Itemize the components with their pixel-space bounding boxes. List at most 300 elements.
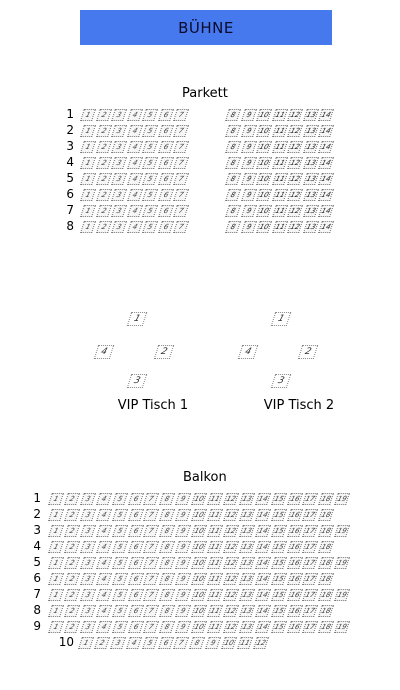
balkon-seat[interactable]: 6 [128, 541, 144, 553]
parkett-seat[interactable]: 6 [158, 109, 174, 121]
parkett-seat[interactable]: 2 [96, 205, 112, 217]
parkett-seat[interactable]: 1 [80, 125, 96, 137]
balkon-seat[interactable]: 15 [271, 589, 287, 601]
balkon-seat[interactable]: 9 [175, 557, 191, 569]
parkett-seat[interactable]: 6 [158, 189, 174, 201]
balkon-seat[interactable]: 13 [239, 525, 255, 537]
balkon-seat[interactable]: 4 [126, 637, 142, 649]
parkett-seat[interactable]: 14 [318, 141, 334, 153]
balkon-seat[interactable]: 8 [159, 589, 175, 601]
balkon-seat[interactable]: 10 [191, 557, 207, 569]
balkon-seat[interactable]: 9 [175, 589, 191, 601]
balkon-seat[interactable]: 16 [287, 605, 303, 617]
balkon-seat[interactable]: 14 [255, 621, 271, 633]
balkon-seat[interactable]: 5 [112, 541, 128, 553]
balkon-seat[interactable]: 15 [271, 621, 287, 633]
balkon-seat[interactable]: 7 [143, 573, 159, 585]
balkon-seat[interactable]: 6 [128, 493, 144, 505]
parkett-seat[interactable]: 9 [241, 189, 257, 201]
balkon-seat[interactable]: 18 [318, 493, 334, 505]
balkon-seat[interactable]: 17 [302, 525, 318, 537]
balkon-seat[interactable]: 18 [318, 541, 334, 553]
balkon-seat[interactable]: 8 [159, 621, 175, 633]
balkon-seat[interactable]: 5 [112, 573, 128, 585]
parkett-seat[interactable]: 10 [256, 157, 272, 169]
balkon-seat[interactable]: 4 [96, 573, 112, 585]
parkett-seat[interactable]: 4 [127, 189, 143, 201]
balkon-seat[interactable]: 9 [175, 605, 191, 617]
parkett-seat[interactable]: 9 [241, 125, 257, 137]
parkett-seat[interactable]: 10 [256, 205, 272, 217]
balkon-seat[interactable]: 17 [302, 557, 318, 569]
parkett-seat[interactable]: 12 [287, 205, 303, 217]
balkon-seat[interactable]: 14 [255, 589, 271, 601]
balkon-seat[interactable]: 5 [112, 525, 128, 537]
balkon-seat[interactable]: 16 [287, 621, 303, 633]
balkon-seat[interactable]: 2 [64, 621, 80, 633]
balkon-seat[interactable]: 7 [143, 493, 159, 505]
parkett-seat[interactable]: 4 [127, 205, 143, 217]
balkon-seat[interactable]: 8 [159, 557, 175, 569]
parkett-seat[interactable]: 9 [241, 205, 257, 217]
parkett-seat[interactable]: 2 [96, 189, 112, 201]
parkett-seat[interactable]: 4 [127, 221, 143, 233]
balkon-seat[interactable]: 17 [302, 605, 318, 617]
parkett-seat[interactable]: 12 [287, 141, 303, 153]
parkett-seat[interactable]: 3 [111, 141, 127, 153]
balkon-seat[interactable]: 16 [287, 557, 303, 569]
balkon-seat[interactable]: 2 [64, 589, 80, 601]
parkett-seat[interactable]: 2 [96, 157, 112, 169]
parkett-seat[interactable]: 11 [272, 157, 288, 169]
balkon-seat[interactable]: 1 [48, 573, 64, 585]
parkett-seat[interactable]: 6 [158, 173, 174, 185]
balkon-seat[interactable]: 10 [191, 573, 207, 585]
parkett-seat[interactable]: 8 [225, 109, 241, 121]
balkon-seat[interactable]: 6 [128, 589, 144, 601]
parkett-seat[interactable]: 13 [303, 205, 319, 217]
parkett-seat[interactable]: 3 [111, 157, 127, 169]
parkett-seat[interactable]: 3 [111, 189, 127, 201]
vip-seat[interactable]: 1 [271, 312, 292, 326]
parkett-seat[interactable]: 14 [318, 221, 334, 233]
balkon-seat[interactable]: 8 [189, 637, 205, 649]
parkett-seat[interactable]: 6 [158, 205, 174, 217]
parkett-seat[interactable]: 1 [80, 141, 96, 153]
balkon-seat[interactable]: 15 [271, 493, 287, 505]
parkett-seat[interactable]: 2 [96, 125, 112, 137]
parkett-seat[interactable]: 4 [127, 173, 143, 185]
balkon-seat[interactable]: 16 [287, 509, 303, 521]
balkon-seat[interactable]: 10 [191, 541, 207, 553]
balkon-seat[interactable]: 3 [110, 637, 126, 649]
parkett-seat[interactable]: 12 [287, 173, 303, 185]
parkett-seat[interactable]: 7 [173, 109, 189, 121]
balkon-seat[interactable]: 15 [271, 509, 287, 521]
parkett-seat[interactable]: 10 [256, 125, 272, 137]
parkett-seat[interactable]: 11 [272, 173, 288, 185]
parkett-seat[interactable]: 8 [225, 189, 241, 201]
parkett-seat[interactable]: 6 [158, 125, 174, 137]
balkon-seat[interactable]: 2 [64, 573, 80, 585]
balkon-seat[interactable]: 3 [80, 493, 96, 505]
parkett-seat[interactable]: 5 [142, 157, 158, 169]
balkon-seat[interactable]: 17 [302, 589, 318, 601]
parkett-seat[interactable]: 4 [127, 141, 143, 153]
parkett-seat[interactable]: 5 [142, 205, 158, 217]
balkon-seat[interactable]: 17 [302, 621, 318, 633]
balkon-seat[interactable]: 16 [287, 493, 303, 505]
balkon-seat[interactable]: 16 [287, 525, 303, 537]
balkon-seat[interactable]: 10 [191, 605, 207, 617]
balkon-seat[interactable]: 6 [128, 605, 144, 617]
balkon-seat[interactable]: 6 [158, 637, 174, 649]
balkon-seat[interactable]: 14 [255, 557, 271, 569]
parkett-seat[interactable]: 4 [127, 157, 143, 169]
balkon-seat[interactable]: 9 [175, 573, 191, 585]
balkon-seat[interactable]: 13 [239, 605, 255, 617]
balkon-seat[interactable]: 13 [239, 493, 255, 505]
balkon-seat[interactable]: 3 [80, 605, 96, 617]
balkon-seat[interactable]: 14 [255, 605, 271, 617]
parkett-seat[interactable]: 1 [80, 173, 96, 185]
balkon-seat[interactable]: 12 [223, 493, 239, 505]
balkon-seat[interactable]: 13 [239, 573, 255, 585]
balkon-seat[interactable]: 7 [143, 525, 159, 537]
balkon-seat[interactable]: 4 [96, 541, 112, 553]
parkett-seat[interactable]: 6 [158, 221, 174, 233]
balkon-seat[interactable]: 11 [237, 637, 253, 649]
balkon-seat[interactable]: 5 [112, 621, 128, 633]
balkon-seat[interactable]: 1 [78, 637, 94, 649]
balkon-seat[interactable]: 1 [48, 557, 64, 569]
balkon-seat[interactable]: 18 [318, 557, 334, 569]
balkon-seat[interactable]: 18 [318, 573, 334, 585]
balkon-seat[interactable]: 2 [64, 605, 80, 617]
balkon-seat[interactable]: 15 [271, 525, 287, 537]
parkett-seat[interactable]: 12 [287, 157, 303, 169]
balkon-seat[interactable]: 17 [302, 493, 318, 505]
balkon-seat[interactable]: 1 [48, 493, 64, 505]
parkett-seat[interactable]: 3 [111, 173, 127, 185]
parkett-seat[interactable]: 14 [318, 189, 334, 201]
balkon-seat[interactable]: 2 [64, 509, 80, 521]
parkett-seat[interactable]: 1 [80, 205, 96, 217]
parkett-seat[interactable]: 11 [272, 141, 288, 153]
balkon-seat[interactable]: 4 [96, 525, 112, 537]
balkon-seat[interactable]: 18 [318, 525, 334, 537]
parkett-seat[interactable]: 3 [111, 125, 127, 137]
parkett-seat[interactable]: 3 [111, 109, 127, 121]
balkon-seat[interactable]: 19 [334, 621, 350, 633]
balkon-seat[interactable]: 12 [223, 541, 239, 553]
parkett-seat[interactable]: 10 [256, 189, 272, 201]
balkon-seat[interactable]: 11 [207, 557, 223, 569]
balkon-seat[interactable]: 10 [191, 525, 207, 537]
balkon-seat[interactable]: 19 [334, 589, 350, 601]
balkon-seat[interactable]: 7 [143, 509, 159, 521]
balkon-seat[interactable]: 11 [207, 621, 223, 633]
balkon-seat[interactable]: 4 [96, 509, 112, 521]
parkett-seat[interactable]: 2 [96, 173, 112, 185]
balkon-seat[interactable]: 11 [207, 525, 223, 537]
balkon-seat[interactable]: 15 [271, 573, 287, 585]
parkett-seat[interactable]: 9 [241, 173, 257, 185]
balkon-seat[interactable]: 9 [175, 541, 191, 553]
balkon-seat[interactable]: 8 [159, 573, 175, 585]
balkon-seat[interactable]: 12 [223, 589, 239, 601]
vip-seat[interactable]: 2 [298, 345, 319, 359]
balkon-seat[interactable]: 6 [128, 525, 144, 537]
balkon-seat[interactable]: 9 [205, 637, 221, 649]
balkon-seat[interactable]: 10 [221, 637, 237, 649]
balkon-seat[interactable]: 4 [96, 557, 112, 569]
balkon-seat[interactable]: 14 [255, 509, 271, 521]
parkett-seat[interactable]: 3 [111, 205, 127, 217]
parkett-seat[interactable]: 7 [173, 221, 189, 233]
parkett-seat[interactable]: 11 [272, 125, 288, 137]
balkon-seat[interactable]: 9 [175, 493, 191, 505]
balkon-seat[interactable]: 12 [223, 557, 239, 569]
parkett-seat[interactable]: 11 [272, 189, 288, 201]
balkon-seat[interactable]: 13 [239, 541, 255, 553]
parkett-seat[interactable]: 14 [318, 205, 334, 217]
parkett-seat[interactable]: 7 [173, 125, 189, 137]
balkon-seat[interactable]: 7 [143, 541, 159, 553]
balkon-seat[interactable]: 7 [143, 557, 159, 569]
balkon-seat[interactable]: 19 [334, 557, 350, 569]
parkett-seat[interactable]: 13 [303, 141, 319, 153]
parkett-seat[interactable]: 14 [318, 173, 334, 185]
parkett-seat[interactable]: 8 [225, 205, 241, 217]
parkett-row-label: 4 [66, 155, 74, 169]
parkett-seat[interactable]: 14 [318, 157, 334, 169]
balkon-seat[interactable]: 3 [80, 621, 96, 633]
parkett-seat[interactable]: 1 [80, 109, 96, 121]
parkett-seat[interactable]: 5 [142, 125, 158, 137]
parkett-seat[interactable]: 9 [241, 141, 257, 153]
balkon-seat[interactable]: 15 [271, 557, 287, 569]
parkett-seat[interactable]: 13 [303, 125, 319, 137]
balkon-seat[interactable]: 9 [175, 509, 191, 521]
vip-seat[interactable]: 4 [238, 345, 259, 359]
parkett-seat[interactable]: 7 [173, 173, 189, 185]
balkon-seat[interactable]: 1 [48, 525, 64, 537]
balkon-seat[interactable]: 6 [128, 573, 144, 585]
parkett-seat[interactable]: 10 [256, 173, 272, 185]
parkett-seat[interactable]: 13 [303, 189, 319, 201]
balkon-seat[interactable]: 7 [143, 605, 159, 617]
balkon-seat[interactable]: 13 [239, 557, 255, 569]
balkon-seat[interactable]: 8 [159, 605, 175, 617]
balkon-seat[interactable]: 4 [96, 493, 112, 505]
balkon-seat[interactable]: 7 [173, 637, 189, 649]
parkett-seat[interactable]: 5 [142, 221, 158, 233]
parkett-seat[interactable]: 3 [111, 221, 127, 233]
balkon-seat[interactable]: 14 [255, 541, 271, 553]
balkon-seat[interactable]: 3 [80, 557, 96, 569]
balkon-seat[interactable]: 12 [223, 509, 239, 521]
balkon-seat[interactable]: 8 [159, 541, 175, 553]
parkett-seat[interactable]: 4 [127, 125, 143, 137]
parkett-seat[interactable]: 12 [287, 189, 303, 201]
balkon-seat[interactable]: 18 [318, 589, 334, 601]
balkon-seat[interactable]: 6 [128, 557, 144, 569]
balkon-seat[interactable]: 14 [255, 525, 271, 537]
balkon-seat[interactable]: 17 [302, 509, 318, 521]
balkon-seat[interactable]: 11 [207, 605, 223, 617]
balkon-seat[interactable]: 8 [159, 509, 175, 521]
balkon-seat[interactable]: 8 [159, 525, 175, 537]
balkon-seat[interactable]: 2 [64, 557, 80, 569]
parkett-seat[interactable]: 8 [225, 125, 241, 137]
balkon-seat[interactable]: 11 [207, 493, 223, 505]
balkon-seat[interactable]: 11 [207, 573, 223, 585]
parkett-seat[interactable]: 12 [287, 221, 303, 233]
balkon-seat[interactable]: 18 [318, 509, 334, 521]
parkett-seat[interactable]: 12 [287, 125, 303, 137]
balkon-seat[interactable]: 12 [223, 573, 239, 585]
parkett-seat[interactable]: 10 [256, 221, 272, 233]
balkon-seat[interactable]: 14 [255, 493, 271, 505]
parkett-seat[interactable]: 4 [127, 109, 143, 121]
parkett-seat[interactable]: 14 [318, 109, 334, 121]
parkett-seat[interactable]: 2 [96, 141, 112, 153]
balkon-seat[interactable]: 2 [64, 493, 80, 505]
balkon-seat[interactable]: 3 [80, 525, 96, 537]
parkett-seat[interactable]: 6 [158, 157, 174, 169]
vip-seat[interactable]: 3 [271, 374, 292, 388]
balkon-seat[interactable]: 2 [64, 525, 80, 537]
parkett-seat[interactable]: 11 [272, 205, 288, 217]
vip-seat[interactable]: 3 [127, 374, 148, 388]
balkon-seat[interactable]: 7 [143, 589, 159, 601]
balkon-seat[interactable]: 10 [191, 589, 207, 601]
balkon-seat[interactable]: 1 [48, 509, 64, 521]
balkon-seat[interactable]: 16 [287, 573, 303, 585]
parkett-seat[interactable]: 8 [225, 141, 241, 153]
balkon-seat[interactable]: 19 [334, 493, 350, 505]
parkett-seat[interactable]: 7 [173, 141, 189, 153]
parkett-seat[interactable]: 10 [256, 109, 272, 121]
parkett-seat[interactable]: 7 [173, 205, 189, 217]
balkon-seat[interactable]: 12 [223, 621, 239, 633]
parkett-seat[interactable]: 11 [272, 221, 288, 233]
balkon-seat[interactable]: 10 [191, 509, 207, 521]
balkon-seat[interactable]: 12 [223, 605, 239, 617]
balkon-seat[interactable]: 17 [302, 573, 318, 585]
parkett-seat[interactable]: 1 [80, 221, 96, 233]
balkon-seat[interactable]: 1 [48, 621, 64, 633]
balkon-seat[interactable]: 11 [207, 509, 223, 521]
balkon-seat[interactable]: 5 [112, 605, 128, 617]
balkon-seat[interactable]: 11 [207, 541, 223, 553]
vip-seat[interactable]: 2 [154, 345, 175, 359]
balkon-seat[interactable]: 18 [318, 621, 334, 633]
balkon-seat[interactable]: 3 [80, 589, 96, 601]
balkon-seat[interactable]: 15 [271, 541, 287, 553]
parkett-seat[interactable]: 7 [173, 157, 189, 169]
parkett-seat[interactable]: 5 [142, 173, 158, 185]
balkon-seat[interactable]: 3 [80, 573, 96, 585]
balkon-seat[interactable]: 13 [239, 621, 255, 633]
balkon-seat[interactable]: 9 [175, 621, 191, 633]
balkon-seat[interactable]: 15 [271, 605, 287, 617]
balkon-seat[interactable]: 6 [128, 621, 144, 633]
parkett-seat[interactable]: 13 [303, 221, 319, 233]
parkett-seat[interactable]: 2 [96, 221, 112, 233]
parkett-seat[interactable]: 13 [303, 173, 319, 185]
parkett-seat[interactable]: 6 [158, 141, 174, 153]
balkon-seat[interactable]: 1 [48, 605, 64, 617]
balkon-seat[interactable]: 12 [253, 637, 269, 649]
balkon-seat[interactable]: 16 [287, 589, 303, 601]
parkett-seat[interactable]: 8 [225, 221, 241, 233]
balkon-seat[interactable]: 10 [191, 493, 207, 505]
balkon-seat[interactable]: 1 [48, 589, 64, 601]
balkon-seat[interactable]: 16 [287, 541, 303, 553]
parkett-seat[interactable]: 11 [272, 109, 288, 121]
parkett-seat[interactable]: 2 [96, 109, 112, 121]
parkett-seat[interactable]: 8 [225, 157, 241, 169]
balkon-seat[interactable]: 11 [207, 589, 223, 601]
balkon-seat[interactable]: 12 [223, 525, 239, 537]
parkett-seat[interactable]: 8 [225, 173, 241, 185]
balkon-seat[interactable]: 7 [143, 621, 159, 633]
balkon-seat[interactable]: 14 [255, 573, 271, 585]
balkon-seat[interactable]: 5 [142, 637, 158, 649]
balkon-seat[interactable]: 2 [94, 637, 110, 649]
balkon-seat[interactable]: 13 [239, 509, 255, 521]
vip-seat[interactable]: 1 [127, 312, 148, 326]
parkett-seat[interactable]: 5 [142, 109, 158, 121]
vip-seat[interactable]: 4 [94, 345, 115, 359]
balkon-seat[interactable]: 10 [191, 621, 207, 633]
balkon-seat[interactable]: 1 [48, 541, 64, 553]
parkett-seat[interactable]: 1 [80, 189, 96, 201]
balkon-seat[interactable]: 13 [239, 589, 255, 601]
parkett-seat[interactable]: 13 [303, 157, 319, 169]
balkon-seat[interactable]: 3 [80, 541, 96, 553]
parkett-seat[interactable]: 1 [80, 157, 96, 169]
balkon-seat[interactable]: 19 [334, 525, 350, 537]
balkon-seat[interactable]: 18 [318, 605, 334, 617]
parkett-seat[interactable]: 9 [241, 109, 257, 121]
parkett-seat[interactable]: 9 [241, 221, 257, 233]
balkon-seat[interactable]: 4 [96, 621, 112, 633]
balkon-seat[interactable]: 2 [64, 541, 80, 553]
balkon-seat[interactable]: 3 [80, 509, 96, 521]
balkon-seat[interactable]: 6 [128, 509, 144, 521]
parkett-seat[interactable]: 9 [241, 157, 257, 169]
balkon-seat[interactable]: 9 [175, 525, 191, 537]
balkon-seat[interactable]: 5 [112, 509, 128, 521]
balkon-seat[interactable]: 8 [159, 493, 175, 505]
balkon-seat[interactable]: 17 [302, 541, 318, 553]
balkon-seat[interactable]: 5 [112, 557, 128, 569]
balkon-seat[interactable]: 5 [112, 589, 128, 601]
parkett-seat[interactable]: 12 [287, 109, 303, 121]
balkon-seat[interactable]: 5 [112, 493, 128, 505]
parkett-seat[interactable]: 7 [173, 189, 189, 201]
parkett-seat[interactable]: 5 [142, 141, 158, 153]
parkett-seat[interactable]: 5 [142, 189, 158, 201]
balkon-seat[interactable]: 4 [96, 589, 112, 601]
parkett-seat[interactable]: 10 [256, 141, 272, 153]
parkett-seat[interactable]: 13 [303, 109, 319, 121]
parkett-seat[interactable]: 14 [318, 125, 334, 137]
balkon-seat[interactable]: 4 [96, 605, 112, 617]
